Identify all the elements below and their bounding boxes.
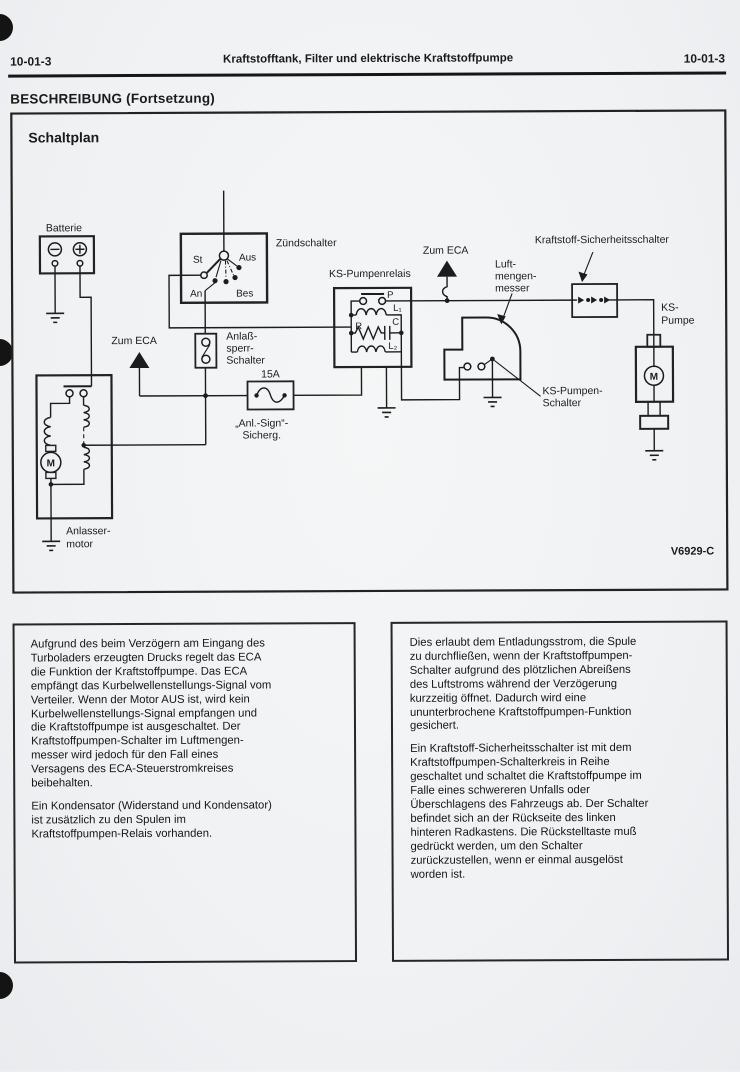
page-number-left: 10-01-3 <box>10 54 51 68</box>
battery-symbol <box>40 222 94 273</box>
airflow-label-line3: messer <box>495 282 530 294</box>
figure-code: V6929-C <box>671 545 715 557</box>
wire <box>386 300 573 301</box>
pump-relay-label: KS-Pumpenrelais <box>329 268 411 280</box>
page-number-right: 10-01-3 <box>684 51 725 65</box>
to-eca-right-label: Zum ECA <box>423 245 469 257</box>
starter-label-line2: motor <box>66 538 93 550</box>
notes-right-paragraph1: Dies erlaubt dem Entladungsstrom, die Spule zu durchfließen, wenn der Kraftstoffpumpen- Schalter aufgrund des plötzlichen Abreißens des Luftstroms während der Verzögerung kurzzeitig öffnet. Dadurch wird eine ununterbrochene Kraftstoffpumpen-Funktion gesichert. <box>410 635 718 734</box>
relay-coil-l1 <box>356 309 386 316</box>
notes-left-paragraph1: Aufgrund des beim Verzögern am Eingang des Turboladers erzeugten Drucks regelt das ECA die Funktion der Kraftstoffpumpe. Das ECA empfängt das Kurbelwellenstellungs-Signal vom Verteiler. Wenn der Motor AUS ist, wird kein Kurbelwellenstellungs-Signal empfangen und die Kraftstoffpumpe ist ausgeschaltet. Der Kraftstoffpumpen-Schalter im Luftmengen- messer wird jedoch für den Fall eines Versagens des ECA-Steuerstromkreises beibehalten. <box>31 637 347 791</box>
relay-terminal-l2: L₂ <box>388 341 397 352</box>
page-title: Kraftstofftank, Filter und elektrische Kraftstoffpumpe <box>0 51 738 66</box>
ignition-pos-an: An <box>190 289 202 300</box>
pump-label-line1: KS- <box>661 302 679 314</box>
ignition-switch-label: Zündschalter <box>276 237 337 249</box>
wire <box>84 445 206 446</box>
pump-label-line2: Pumpe <box>661 315 694 327</box>
notes-box-right <box>391 620 729 961</box>
start-inhibit-switch-symbol <box>195 334 216 368</box>
air-flow-meter-symbol <box>444 317 520 397</box>
pump-switch-contact <box>478 363 485 370</box>
starter-coil <box>44 417 50 445</box>
ignition-pos-st: St <box>193 255 203 266</box>
ground-icon <box>484 397 502 406</box>
ground-icon <box>42 541 60 550</box>
wire <box>205 303 206 445</box>
ground-icon <box>378 408 396 417</box>
ground-icon <box>46 313 64 322</box>
starter-motor-group <box>36 375 112 541</box>
pump-switch-pointer-line <box>494 360 540 396</box>
section-heading: BESCHREIBUNG (Fortsetzung) <box>10 91 215 107</box>
airflow-label-line2: mengen- <box>495 270 537 282</box>
pump-switch-contact <box>464 363 471 370</box>
fuse-name-line1: „Anl.-Sign“- <box>235 417 289 429</box>
wire <box>401 367 459 400</box>
to-eca-right-arrow-icon <box>437 261 457 277</box>
pump-switch-label-line1: KS-Pumpen- <box>543 385 604 397</box>
fuel-pump-symbol <box>636 335 674 451</box>
relay-capacitor <box>385 326 390 340</box>
inhibit-label-line1: Anlaß- <box>226 330 257 342</box>
inhibit-label-line2: sperr- <box>226 343 254 355</box>
starter-motor-letter: M <box>47 458 55 469</box>
ignition-pos-bes: Bes <box>236 289 253 300</box>
notes-left-paragraph2: Ein Kondensator (Widerstand und Kondensator) ist zusätzlich zu den Spulen im Kraftstoffpumpen-Relais vorhanden. <box>31 799 346 842</box>
solenoid-coil <box>84 405 90 427</box>
relay-terminal-p: P <box>387 290 393 301</box>
diagram-frame <box>11 110 727 592</box>
ignition-pos-aus: Aus <box>239 252 256 263</box>
ground-icon <box>645 451 663 460</box>
airflow-label-line1: Luft- <box>495 258 517 270</box>
diagram-title: Schaltplan <box>28 129 99 145</box>
relay-terminal-r: R <box>355 321 362 332</box>
ignition-switch-symbol <box>181 190 267 302</box>
safety-switch-pointer-line <box>583 252 593 277</box>
relay-coil-l2 <box>357 346 385 352</box>
solenoid-coil2 <box>84 447 90 469</box>
fuse-symbol <box>247 381 293 409</box>
safety-switch-pointer-arrow-icon <box>579 272 588 283</box>
relay-terminal-l1: L₁ <box>393 303 402 314</box>
to-eca-left-label: Zum ECA <box>111 335 157 347</box>
wire <box>80 266 92 386</box>
pump-switch-label-line2: Schalter <box>543 397 582 409</box>
notes-right-paragraph2: Ein Kraftstoff-Sicherheitsschalter ist mit dem Kraftstoffpumpen-Schalterkreis in Reihe geschaltet und schaltet die Kraftstoffpumpe im Falle eines schwereren Unfalls oder Überschlagens des Fahrzeugs ab. Der Schalter befindet sich an der Rückseite des linken hinteren Radkastens. Die Rückstelltaste muß gedrückt werden, um den Schalter zurückzustellen, wenn er einmal ausgelöst worden ist. <box>410 742 719 882</box>
safety-switch-symbol <box>572 284 617 317</box>
relay-terminal-c: C <box>392 317 399 328</box>
fuse-name-line2: Sicherg. <box>242 429 281 441</box>
inhibit-label-line3: Schalter <box>226 354 265 366</box>
notes-box-left <box>13 622 357 963</box>
starter-label-line1: Anlasser- <box>66 525 111 537</box>
fuse-rating-label: 15A <box>261 368 280 380</box>
wire <box>617 300 654 347</box>
to-eca-left-arrow-icon <box>129 352 149 368</box>
battery-label: Batterie <box>46 222 82 234</box>
pump-motor-letter: M <box>650 372 658 383</box>
safety-switch-label: Kraftstoff-Sicherheitsschalter <box>535 234 670 247</box>
wire <box>169 275 351 328</box>
wire <box>443 277 448 301</box>
